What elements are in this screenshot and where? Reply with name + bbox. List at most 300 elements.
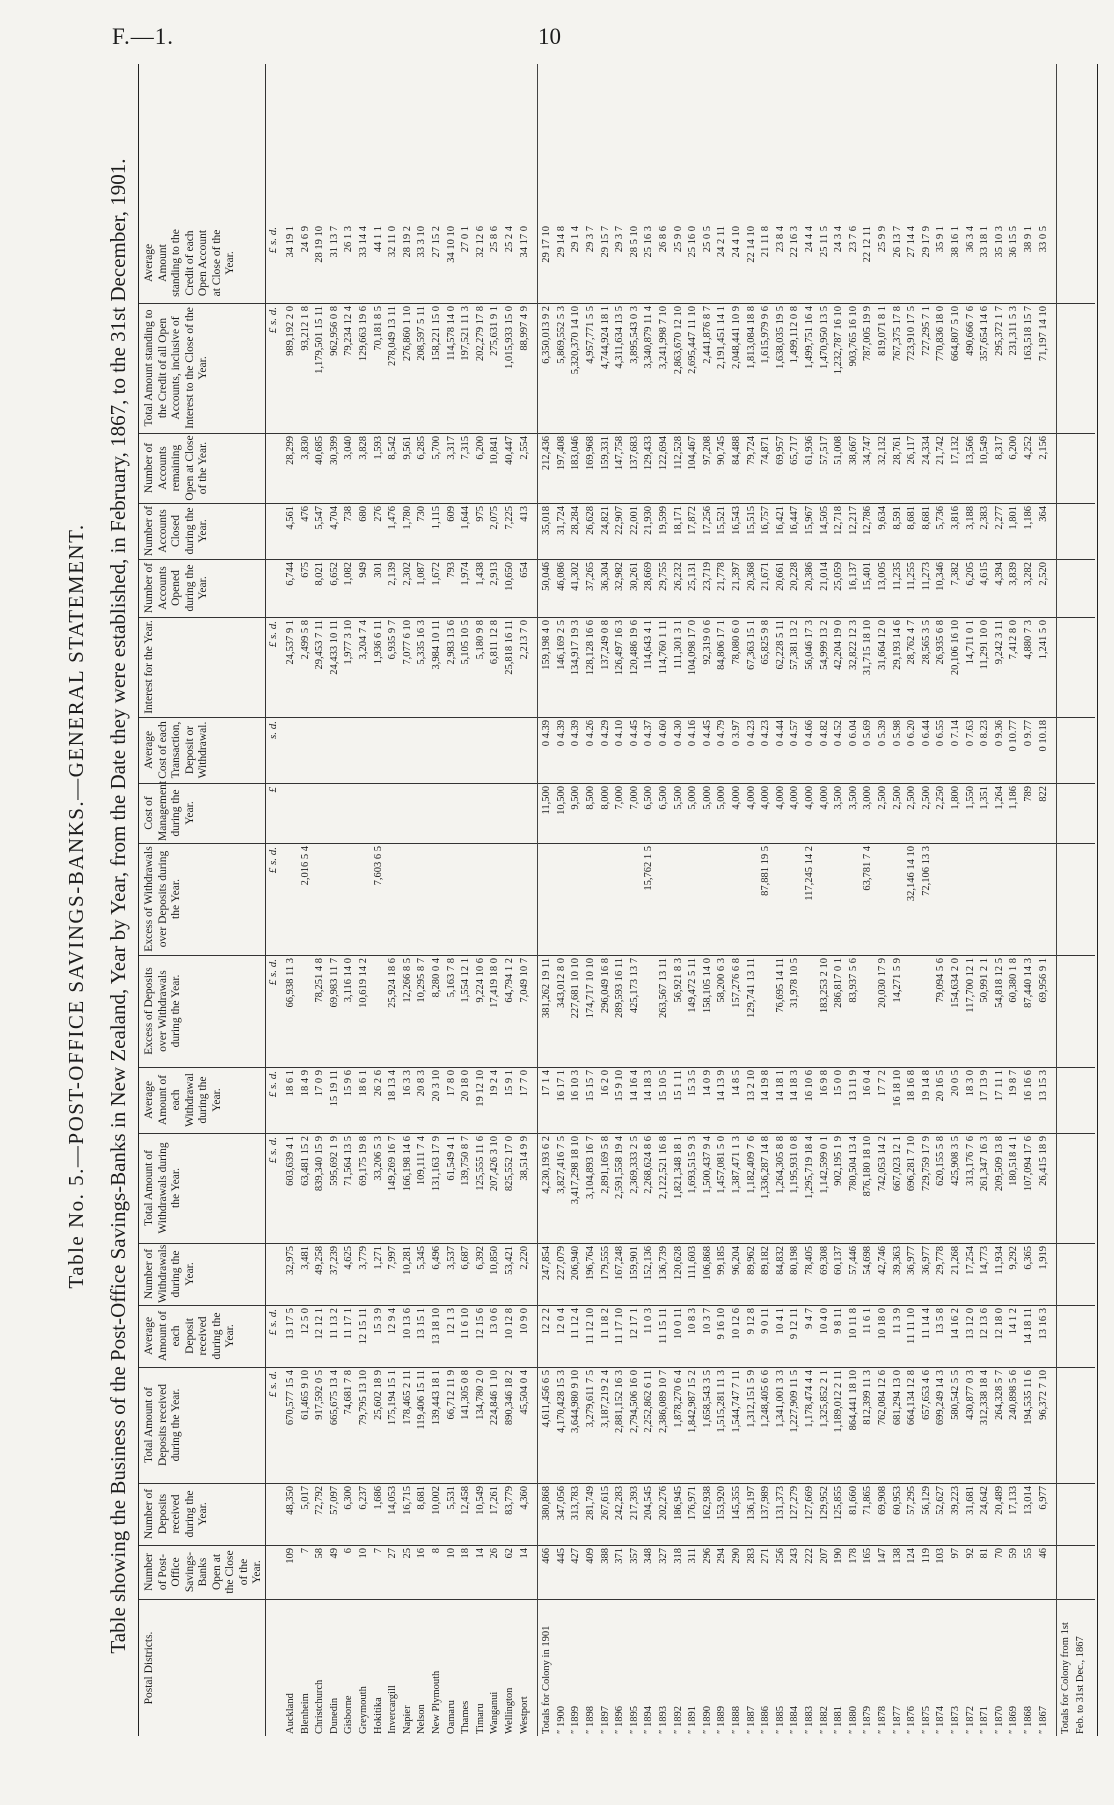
table-cell: 26,628 xyxy=(585,506,596,535)
table-cell: 819,071 8 1 xyxy=(877,306,888,356)
table-cell: 14 8 5 xyxy=(731,1070,742,1097)
table-cell: 25 2 4 xyxy=(504,226,515,253)
year-label: ″ 1880 xyxy=(847,1706,859,1734)
column-unit: £ s. d. xyxy=(267,959,279,986)
column-unit: £ s. d. xyxy=(267,1309,279,1336)
table-cell: 29,193 14 6 xyxy=(891,620,903,670)
table-cell: 0 4.39 xyxy=(555,720,567,747)
table-cell: 71,865 xyxy=(862,1486,874,1515)
table-cell: 9,500 xyxy=(570,786,582,810)
table-cell: 3,816 xyxy=(950,506,961,530)
table-cell: 8,021 xyxy=(314,562,326,586)
table-cell: 28,762 4 7 xyxy=(906,620,918,665)
table-cell: 4,000 xyxy=(760,786,772,810)
totals-rule xyxy=(1056,64,1057,1736)
table-cell: 18 6 1 xyxy=(358,1070,369,1097)
table-cell: 159,331 xyxy=(599,436,611,471)
table-cell: 917,592 0 5 xyxy=(314,1370,326,1420)
table-cell: 0 4.79 xyxy=(716,720,728,747)
table-cell: 29,778 xyxy=(935,1246,947,1275)
year-label: ″ 1891 xyxy=(687,1706,699,1734)
table-cell: 1,189,012 2 11 xyxy=(833,1370,845,1433)
table-cell: 79,795 13 10 xyxy=(358,1370,369,1426)
table-cell: 3,500 xyxy=(847,786,859,810)
table-cell: 318 xyxy=(672,1548,684,1564)
table-cell: 122,694 xyxy=(658,436,669,471)
table-cell: 1,295,719 18 4 xyxy=(804,1136,815,1199)
table-cell: 1,227,909 11 5 xyxy=(789,1370,801,1433)
table-cell: 146,169 2 5 xyxy=(555,620,567,670)
table-cell: 117,245 14 2 xyxy=(804,846,815,901)
table-cell: 3,827,416 7 5 xyxy=(555,1136,567,1194)
table-cell: 10,500 xyxy=(555,786,567,815)
table-cell: 8,681 xyxy=(920,506,932,530)
table-cell: 15 1 11 xyxy=(672,1070,684,1102)
table-cell: 11 0 3 xyxy=(643,1308,655,1334)
table-cell: 50,046 xyxy=(541,562,553,591)
table-cell: 609 xyxy=(445,506,457,522)
table-cell: 313,783 xyxy=(570,1486,582,1521)
table-cell: 120,486 19 6 xyxy=(628,620,640,676)
table-cell: 1,186 xyxy=(1023,506,1034,530)
table-cell: 6,285 xyxy=(416,436,428,460)
table-cell: 10 xyxy=(445,1548,457,1559)
table-cell: 6,935 9 7 xyxy=(387,620,399,660)
colony-totals-rule xyxy=(537,64,538,1736)
table-cell: 12 2 2 xyxy=(541,1308,553,1335)
table-cell: 20,106 16 10 xyxy=(950,620,961,676)
table-cell: 11 15 11 xyxy=(658,1308,669,1344)
table-cell: 21 11 8 xyxy=(760,226,772,258)
table-cell: 127,279 xyxy=(789,1486,801,1521)
table-cell: 22 16 3 xyxy=(789,226,801,258)
table-cell: 6,392 xyxy=(474,1246,486,1270)
table-cell: 137,989 xyxy=(760,1486,772,1521)
table-cell: 15,521 xyxy=(716,506,728,535)
year-label: ″ 1899 xyxy=(570,1706,582,1734)
table-cell: 2,220 xyxy=(518,1246,530,1270)
table-cell: 14 19 8 xyxy=(760,1070,772,1102)
year-label: ″ 1881 xyxy=(833,1706,845,1734)
year-label: ″ 1894 xyxy=(643,1706,655,1734)
table-cell: 1,186 xyxy=(1008,786,1020,810)
table-cell: 34 19 1 xyxy=(285,226,296,258)
table-cell: 1,615,979 9 6 xyxy=(760,306,772,364)
table-cell: 183,253 2 10 xyxy=(818,958,830,1014)
table-cell: 17 1 4 xyxy=(541,1070,553,1097)
table-cell: 15 19 11 xyxy=(328,1070,340,1107)
table-cell: 767,375 17 8 xyxy=(891,306,903,362)
table-cell: 3,340,879 11 4 xyxy=(643,306,655,369)
table-cell: 12 0 4 xyxy=(555,1308,567,1335)
table-cell: 32,982 xyxy=(614,562,626,591)
table-cell: 13 12 0 xyxy=(964,1308,976,1340)
table-cell: 178 xyxy=(847,1548,859,1564)
year-label: ″ 1900 xyxy=(555,1706,567,1734)
table-cell: 2,016 5 4 xyxy=(299,846,311,886)
table-cell: 3,040 xyxy=(343,436,355,460)
table-cell: 10 4 1 xyxy=(774,1308,786,1335)
district-name: Hokitika xyxy=(372,1697,384,1734)
table-cell: 13 17 5 xyxy=(285,1308,296,1340)
table-cell: 780,504 13 4 xyxy=(847,1136,859,1192)
table-cell: 664,134 12 8 xyxy=(906,1370,918,1426)
table-cell: 158,105 14 0 xyxy=(701,958,713,1014)
year-label: Totals for Colony in 1901 xyxy=(541,1625,553,1734)
table-cell: 296,049 16 8 xyxy=(599,958,611,1014)
table-cell: 3,204 7 4 xyxy=(358,620,369,660)
table-cell: 28 19 10 xyxy=(314,226,326,263)
table-cell: 52,627 xyxy=(935,1486,947,1515)
table-cell: 14 16 2 xyxy=(950,1308,961,1340)
table-cell: 6,500 xyxy=(658,786,669,810)
table-cell: 2,913 xyxy=(489,562,501,586)
table-cell: 13 15 1 xyxy=(416,1308,428,1340)
table-cell: 11 14 4 xyxy=(920,1308,932,1340)
table-cell: 7,603 6 5 xyxy=(372,846,384,886)
table-cell: 2,695,447 11 10 xyxy=(687,306,699,374)
table-cell: 822 xyxy=(1037,786,1049,802)
table-cell: 27 14 4 xyxy=(906,226,918,258)
table-cell: 80,198 xyxy=(789,1246,801,1275)
table-cell: 3,116 14 0 xyxy=(343,958,355,1003)
table-cell: 1,312,151 5 9 xyxy=(745,1370,757,1428)
table-cell: 54,698 xyxy=(862,1246,874,1275)
table-cell: 787,005 19 9 xyxy=(862,306,874,362)
table-cell: 0 6.55 xyxy=(935,720,947,747)
table-cell: 61,549 4 1 xyxy=(445,1136,457,1181)
table-cell: 56,129 xyxy=(920,1486,932,1515)
table-cell: 37,239 xyxy=(328,1246,340,1275)
table-cell: 312,338 18 4 xyxy=(979,1370,991,1426)
column-unit: £ s. d. xyxy=(267,847,279,874)
year-label: ″ 1869 xyxy=(1008,1706,1020,1734)
table-cell: 19 14 8 xyxy=(920,1070,932,1102)
table-cell: 263,567 13 11 xyxy=(658,958,669,1018)
table-cell: 2,252,862 6 11 xyxy=(643,1370,655,1433)
table-cell: 48,350 xyxy=(285,1486,296,1515)
table-cell: 762,084 12 6 xyxy=(877,1370,888,1426)
table-cell: 348 xyxy=(643,1548,655,1564)
table-cell: 55 xyxy=(1023,1548,1034,1559)
table-cell: 10 9 0 xyxy=(518,1308,530,1335)
table-cell: 12,458 xyxy=(460,1486,472,1515)
table-cell: 175,194 15 1 xyxy=(387,1370,399,1426)
table-cell: 16 2 0 xyxy=(599,1070,611,1097)
column-unit: £ s. d. xyxy=(267,227,279,254)
table-cell: 15,967 xyxy=(804,506,815,535)
table-cell: 10 3 7 xyxy=(701,1308,713,1335)
table-cell: 6,496 xyxy=(431,1246,442,1270)
table-cell: 49 xyxy=(328,1548,340,1559)
table-cell: 2,386,089 10 7 xyxy=(658,1370,669,1433)
table-cell: 738 xyxy=(343,506,355,522)
table-cell: 57,381 13 2 xyxy=(789,620,801,670)
table-cell: 78,251 4 8 xyxy=(314,958,326,1003)
table-cell: 3,241,998 7 10 xyxy=(658,306,669,369)
table-cell: 12 13 6 xyxy=(979,1308,991,1340)
table-cell: 347,056 xyxy=(555,1486,567,1521)
table-cell: 17,256 xyxy=(701,506,713,535)
table-cell: 6,350,013 9 2 xyxy=(541,306,553,364)
table-cell: 1,693,515 9 3 xyxy=(687,1136,699,1194)
table-cell: 111,603 xyxy=(687,1246,699,1280)
table-cell: 23 8 4 xyxy=(774,226,786,253)
table-cell: 13 16 3 xyxy=(1037,1308,1049,1340)
table-cell: 27 xyxy=(387,1548,399,1559)
year-label: ″ 1871 xyxy=(979,1706,991,1734)
table-cell: 445 xyxy=(555,1548,567,1564)
table-cell: 0 4.23 xyxy=(745,720,757,747)
table-cell: 4,252 xyxy=(1023,436,1034,460)
rotated-table-sheet xyxy=(64,62,1104,1750)
table-cell: 902,195 1 9 xyxy=(833,1136,845,1186)
table-cell: 18 16 8 xyxy=(906,1070,918,1102)
table-cell: 15 10 5 xyxy=(658,1070,669,1102)
table-cell: 864,441 18 10 xyxy=(847,1370,859,1431)
table-cell: 11,235 xyxy=(891,562,903,591)
year-label: ″ 1884 xyxy=(789,1706,801,1734)
table-cell: 0 4.29 xyxy=(599,720,611,747)
table-cell: 57,446 xyxy=(847,1246,859,1275)
table-cell: 2,191,451 14 1 xyxy=(716,306,728,369)
table-cell: 388 xyxy=(599,1548,611,1564)
table-cell: 25 16 0 xyxy=(687,226,699,258)
table-cell: 13 2 10 xyxy=(745,1070,757,1102)
table-cell: 131,373 xyxy=(774,1486,786,1521)
table-cell: 2,277 xyxy=(993,506,1005,530)
column-header: Number of Deposits received during the Year. xyxy=(143,1488,209,1540)
table-cell: 2,250 xyxy=(935,786,947,810)
table-cell: 16,137 xyxy=(847,562,859,591)
table-cell: 96,372 7 10 xyxy=(1037,1370,1049,1420)
table-cell: 32,132 xyxy=(877,436,888,465)
table-cell: 196,764 xyxy=(585,1246,596,1281)
table-cell: 4,170,428 15 3 xyxy=(555,1370,567,1433)
column-1 xyxy=(139,1545,1095,1600)
table-cell: 10,295 8 7 xyxy=(416,958,428,1003)
table-cell: 40,685 xyxy=(314,436,326,465)
table-cell: 92 xyxy=(964,1548,976,1559)
table-cell: 0 9.36 xyxy=(993,720,1005,747)
table-cell: 25,602 18 9 xyxy=(372,1370,384,1420)
district-name: Westport xyxy=(518,1696,530,1734)
table-cell: 2,268,624 8 6 xyxy=(643,1136,655,1194)
table-cell: 114,578 14 0 xyxy=(445,306,457,361)
table-cell: 81 xyxy=(979,1548,991,1559)
table-cell: 54,818 12 5 xyxy=(993,958,1005,1008)
table-cell: 2,075 xyxy=(489,506,501,530)
table-cell: 0 4.10 xyxy=(614,720,626,747)
column-header: Excess of Withdrawals over Deposits during the Year. xyxy=(143,846,182,952)
table-cell: 25 11 5 xyxy=(818,226,830,258)
table-cell: 96,204 xyxy=(731,1246,742,1275)
table-cell: 11,934 xyxy=(993,1246,1005,1275)
table-cell: 34 10 10 xyxy=(445,226,457,263)
table-cell: 0 4.23 xyxy=(760,720,772,747)
column-unit: £ s. d. xyxy=(267,307,279,334)
table-cell: 364 xyxy=(1037,506,1049,522)
table-cell: 5,000 xyxy=(687,786,699,810)
table-cell: 14,773 xyxy=(979,1246,991,1275)
year-label: ″ 1882 xyxy=(818,1706,830,1734)
table-cell: 8,280 0 4 xyxy=(431,958,442,998)
table-cell: 106,868 xyxy=(701,1246,713,1281)
table-cell: 28 5 10 xyxy=(628,226,640,258)
table-cell: 16 17 1 xyxy=(555,1070,567,1102)
table-cell: 4,000 xyxy=(745,786,757,810)
table-cell: 5,531 xyxy=(445,1486,457,1510)
table-cell: 0 4.37 xyxy=(643,720,655,747)
table-cell: 109 xyxy=(285,1548,296,1564)
table-cell: 14 1 2 xyxy=(1008,1308,1020,1335)
table-cell: 1,115 xyxy=(431,506,442,530)
table-cell: 29 1 4 xyxy=(570,226,582,253)
table-cell: 276,860 1 10 xyxy=(401,306,413,362)
table-cell: 6 xyxy=(343,1548,355,1554)
table-cell: 13,566 xyxy=(964,436,976,465)
table-cell: 6,811 12 8 xyxy=(489,620,501,665)
table-cell: 21,014 xyxy=(818,562,830,591)
table-cell: 15 9 10 xyxy=(614,1070,626,1102)
table-cell: 16 18 10 xyxy=(891,1070,903,1107)
table-cell: 381,262 19 11 xyxy=(541,958,553,1018)
table-cell: 10 11 8 xyxy=(847,1308,859,1340)
table-cell: 78,080 6 0 xyxy=(731,620,742,665)
table-cell: 0 4.39 xyxy=(570,720,582,747)
table-cell: 2,302 xyxy=(401,562,413,586)
table-cell: 294 xyxy=(716,1548,728,1564)
table-cell: 8,681 xyxy=(416,1486,428,1510)
district-name: Oamaru xyxy=(445,1700,457,1734)
table-title: Table No. 5.—POST-OFFICE SAVINGS-BANKS.—GENERAL STATEMENT. xyxy=(64,523,88,1289)
table-cell: 76,695 14 11 xyxy=(774,958,786,1013)
table-cell: 1,387,471 1 3 xyxy=(731,1136,742,1194)
table-cell: 79,234 12 4 xyxy=(343,306,355,356)
table-cell: 23,719 xyxy=(701,562,713,591)
table-cell: 131,163 17 9 xyxy=(431,1136,442,1192)
table-cell: 2,794,506 16 0 xyxy=(628,1370,640,1433)
table-cell: 0 4.44 xyxy=(774,720,786,747)
table-cell: 4,615 xyxy=(979,562,991,586)
table-cell: 0 10.77 xyxy=(1008,720,1020,752)
table-cell: 176,971 xyxy=(687,1486,699,1521)
table-cell: 29,453 7 11 xyxy=(314,620,326,670)
table-cell: 17,254 xyxy=(964,1246,976,1275)
table-cell: 11 13 2 xyxy=(328,1308,340,1340)
table-cell: 409 xyxy=(585,1548,596,1564)
column-12 xyxy=(139,617,1095,718)
table-cell: 343,012 8 0 xyxy=(555,958,567,1008)
table-cell: 24 6 9 xyxy=(299,226,311,253)
table-cell: 16 16 6 xyxy=(1023,1070,1034,1102)
table-cell: 24 3 4 xyxy=(833,226,845,253)
table-cell: 0 5.98 xyxy=(891,720,903,747)
table-cell: 3,895,543 0 3 xyxy=(628,306,640,364)
table-cell: 3,317 xyxy=(445,436,457,460)
table-cell: 1,087 xyxy=(416,562,428,586)
table-cell: 723,910 17 5 xyxy=(906,306,918,362)
table-cell: 5,345 xyxy=(416,1246,428,1270)
table-cell: 16 9 8 xyxy=(818,1070,830,1097)
table-cell: 92,319 0 6 xyxy=(701,620,713,665)
totals-label: Totals for Colony from 1st xyxy=(1060,1622,1072,1734)
table-cell: 204,545 xyxy=(643,1486,655,1521)
table-cell: 127,669 xyxy=(804,1486,815,1521)
table-cell: 14,053 xyxy=(387,1486,399,1515)
table-cell: 1,438 xyxy=(474,562,486,586)
table-cell: 33 14 4 xyxy=(358,226,369,258)
table-cell: 103 xyxy=(935,1548,947,1564)
table-cell: 69,908 xyxy=(877,1486,888,1515)
table-cell: 60,380 1 8 xyxy=(1008,958,1020,1003)
table-cell: 8 xyxy=(431,1548,442,1554)
table-cell: 32,975 xyxy=(285,1246,296,1275)
table-cell: 14,505 xyxy=(818,506,830,535)
table-cell: 4,704 xyxy=(328,506,340,530)
table-cell: 18 6 1 xyxy=(285,1070,296,1097)
table-cell: 9 4 7 xyxy=(804,1308,815,1329)
table-cell: 699,249 14 3 xyxy=(935,1370,947,1426)
table-cell: 380,868 xyxy=(541,1486,553,1521)
table-cell: 10,650 xyxy=(504,562,515,591)
table-cell: 2,369,333 2 5 xyxy=(628,1136,640,1194)
table-cell: 6,744 xyxy=(285,562,296,586)
table-cell: 5,000 xyxy=(701,786,713,810)
table-cell: 2,500 xyxy=(906,786,918,810)
table-cell: 17 0 9 xyxy=(314,1070,326,1097)
table-cell: 46 xyxy=(1037,1548,1049,1559)
year-label: ″ 1879 xyxy=(862,1706,874,1734)
table-cell: 88,997 4 9 xyxy=(518,306,530,351)
table-cell: 3,000 xyxy=(862,786,874,810)
table-cell: 730 xyxy=(416,506,428,522)
table-cell: 231,311 5 3 xyxy=(1008,306,1020,356)
table-cell: 26,415 18 9 xyxy=(1037,1136,1049,1186)
table-cell: 202,279 17 8 xyxy=(474,306,486,362)
table-cell: 742,053 14 2 xyxy=(877,1136,888,1192)
table-cell: 2,881,152 16 3 xyxy=(614,1370,626,1433)
table-cell: 7,000 xyxy=(614,786,626,810)
table-cell: 78,405 xyxy=(804,1246,815,1275)
table-cell: 425,173 13 7 xyxy=(628,958,640,1014)
year-label: ″ 1892 xyxy=(672,1706,684,1734)
table-cell: 0 4.39 xyxy=(541,720,553,747)
table-cell: 5,017 xyxy=(299,1486,311,1510)
table-cell: 15 3 9 xyxy=(372,1308,384,1335)
table-cell: 60,137 xyxy=(833,1246,845,1275)
table-cell: 11 6 10 xyxy=(460,1308,472,1340)
table-cell: 24 4 10 xyxy=(731,226,742,258)
table-cell: 949 xyxy=(358,562,369,578)
table-cell: 1,974 xyxy=(460,562,472,586)
table-cell: 149,269 16 7 xyxy=(387,1136,399,1192)
table-cell: 6,237 xyxy=(358,1486,369,1510)
column-14 xyxy=(139,503,1095,560)
table-cell: 21,778 xyxy=(716,562,728,591)
table-cell: 29 3 7 xyxy=(614,226,626,253)
table-cell: 4,394 xyxy=(993,562,1005,586)
table-cell: 44 1 1 xyxy=(372,226,384,253)
table-cell: 15 3 5 xyxy=(687,1070,699,1097)
table-cell: 10,619 14 2 xyxy=(358,958,369,1008)
table-cell: 137,249 0 8 xyxy=(599,620,611,670)
table-cell: 11,291 10 0 xyxy=(979,620,991,670)
table-cell: 6,652 xyxy=(328,562,340,586)
table-cell: 825,552 17 0 xyxy=(504,1136,515,1192)
table-cell: 14 18 1 xyxy=(774,1070,786,1102)
table-cell: 24,821 xyxy=(599,506,611,535)
